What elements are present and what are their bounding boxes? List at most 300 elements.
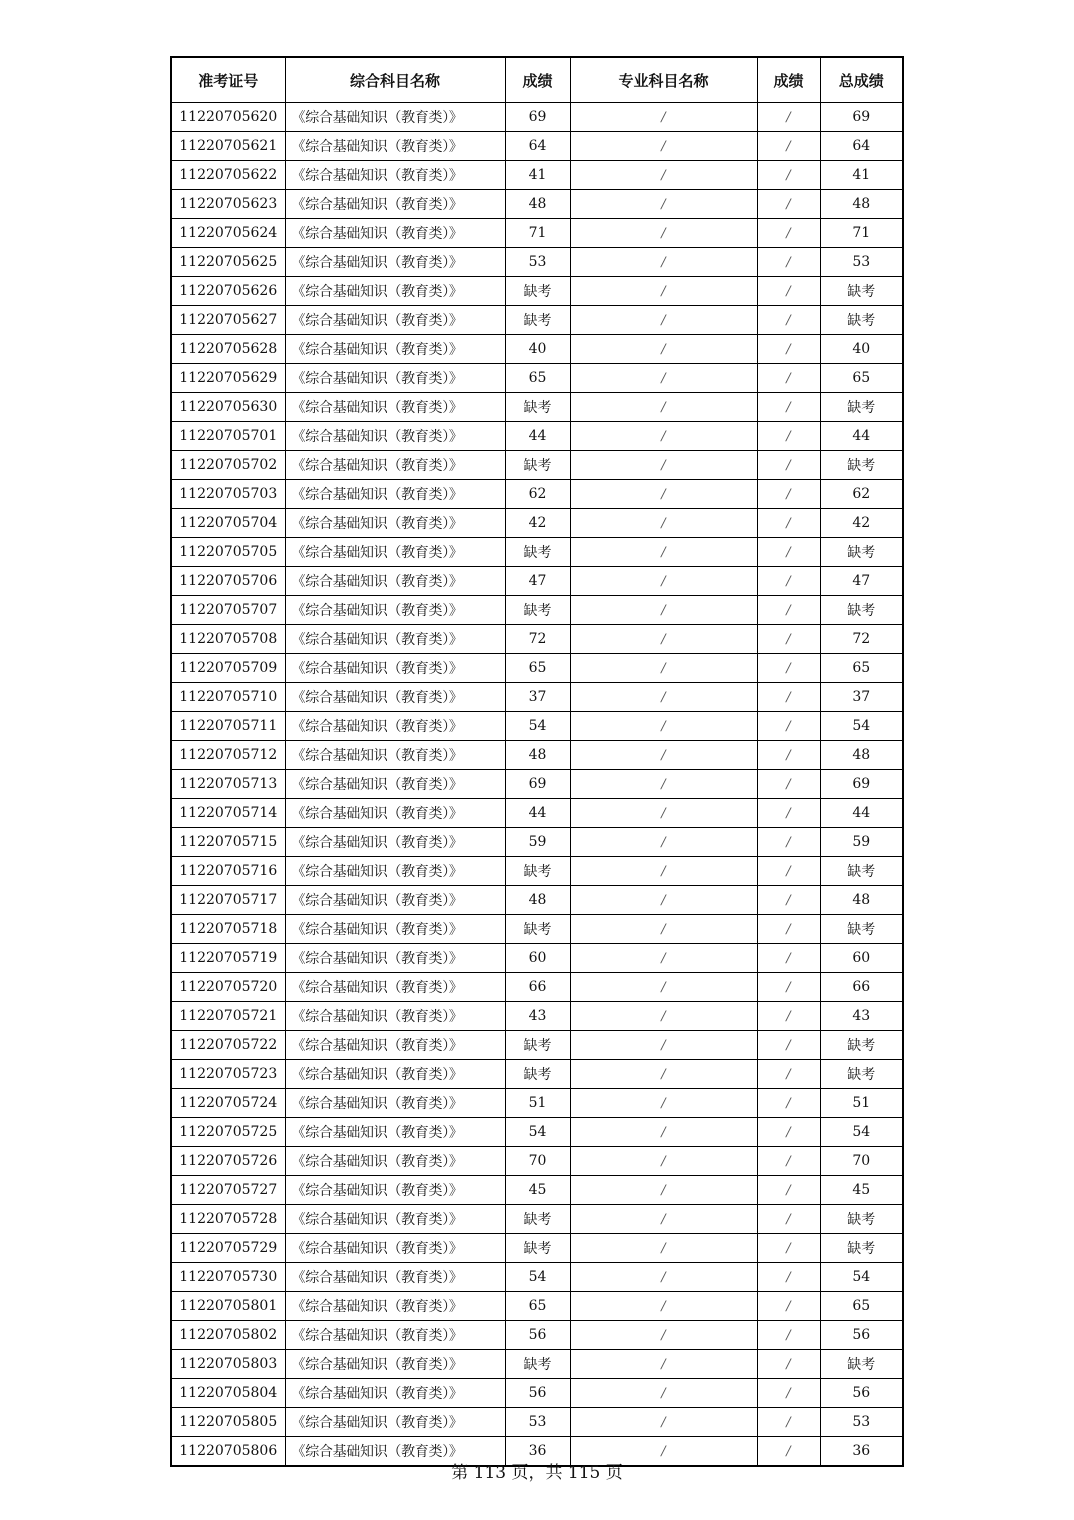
cell-major-subject: / bbox=[570, 1234, 757, 1263]
cell-major-subject: / bbox=[570, 103, 757, 132]
cell-subject: 《综合基础知识（教育类）》 bbox=[285, 1350, 505, 1379]
cell-total: 缺考 bbox=[820, 1060, 903, 1089]
cell-score: 37 bbox=[505, 683, 570, 712]
cell-exam-id: 11220705802 bbox=[171, 1321, 285, 1350]
cell-subject: 《综合基础知识（教育类）》 bbox=[285, 1060, 505, 1089]
cell-subject: 《综合基础知识（教育类）》 bbox=[285, 1379, 505, 1408]
cell-major-score: / bbox=[757, 480, 820, 509]
header-major-subject: 专业科目名称 bbox=[570, 57, 757, 103]
cell-major-score: / bbox=[757, 103, 820, 132]
table-row bbox=[171, 1321, 903, 1350]
cell-major-subject: / bbox=[570, 596, 757, 625]
cell-score: 54 bbox=[505, 1118, 570, 1147]
cell-total: 缺考 bbox=[820, 451, 903, 480]
cell-exam-id: 11220705805 bbox=[171, 1408, 285, 1437]
cell-score: 51 bbox=[505, 1089, 570, 1118]
cell-score: 64 bbox=[505, 132, 570, 161]
cell-major-subject: / bbox=[570, 1060, 757, 1089]
cell-major-score: / bbox=[757, 944, 820, 973]
cell-exam-id: 11220705728 bbox=[171, 1205, 285, 1234]
cell-exam-id: 11220705722 bbox=[171, 1031, 285, 1060]
cell-major-subject: / bbox=[570, 132, 757, 161]
cell-major-score: / bbox=[757, 857, 820, 886]
cell-major-subject: / bbox=[570, 915, 757, 944]
cell-score: 缺考 bbox=[505, 1350, 570, 1379]
cell-major-score: / bbox=[757, 335, 820, 364]
cell-subject: 《综合基础知识（教育类）》 bbox=[285, 886, 505, 915]
cell-score: 缺考 bbox=[505, 857, 570, 886]
cell-major-score: / bbox=[757, 1263, 820, 1292]
cell-total: 62 bbox=[820, 480, 903, 509]
cell-major-subject: / bbox=[570, 944, 757, 973]
cell-score: 54 bbox=[505, 1263, 570, 1292]
table-header bbox=[171, 57, 903, 103]
cell-total: 60 bbox=[820, 944, 903, 973]
cell-major-score: / bbox=[757, 886, 820, 915]
cell-total: 66 bbox=[820, 973, 903, 1002]
cell-score: 56 bbox=[505, 1379, 570, 1408]
cell-exam-id: 11220705725 bbox=[171, 1118, 285, 1147]
cell-total: 缺考 bbox=[820, 1205, 903, 1234]
table-row bbox=[171, 944, 903, 973]
cell-exam-id: 11220705804 bbox=[171, 1379, 285, 1408]
cell-subject: 《综合基础知识（教育类）》 bbox=[285, 1002, 505, 1031]
cell-subject: 《综合基础知识（教育类）》 bbox=[285, 1234, 505, 1263]
cell-major-subject: / bbox=[570, 1350, 757, 1379]
cell-score: 44 bbox=[505, 422, 570, 451]
cell-score: 缺考 bbox=[505, 277, 570, 306]
cell-exam-id: 11220705701 bbox=[171, 422, 285, 451]
cell-exam-id: 11220705621 bbox=[171, 132, 285, 161]
cell-total: 缺考 bbox=[820, 857, 903, 886]
cell-exam-id: 11220705718 bbox=[171, 915, 285, 944]
cell-subject: 《综合基础知识（教育类）》 bbox=[285, 712, 505, 741]
cell-exam-id: 11220705801 bbox=[171, 1292, 285, 1321]
table-row bbox=[171, 335, 903, 364]
cell-subject: 《综合基础知识（教育类）》 bbox=[285, 973, 505, 1002]
cell-major-subject: / bbox=[570, 364, 757, 393]
cell-major-score: / bbox=[757, 1060, 820, 1089]
cell-score: 缺考 bbox=[505, 915, 570, 944]
cell-major-subject: / bbox=[570, 248, 757, 277]
cell-major-score: / bbox=[757, 799, 820, 828]
cell-score: 59 bbox=[505, 828, 570, 857]
cell-total: 64 bbox=[820, 132, 903, 161]
cell-exam-id: 11220705705 bbox=[171, 538, 285, 567]
table-row bbox=[171, 1350, 903, 1379]
cell-total: 缺考 bbox=[820, 393, 903, 422]
cell-subject: 《综合基础知识（教育类）》 bbox=[285, 248, 505, 277]
cell-total: 70 bbox=[820, 1147, 903, 1176]
cell-major-score: / bbox=[757, 1350, 820, 1379]
cell-score: 48 bbox=[505, 741, 570, 770]
cell-exam-id: 11220705629 bbox=[171, 364, 285, 393]
cell-score: 48 bbox=[505, 886, 570, 915]
cell-major-subject: / bbox=[570, 683, 757, 712]
cell-subject: 《综合基础知识（教育类）》 bbox=[285, 538, 505, 567]
cell-major-score: / bbox=[757, 596, 820, 625]
cell-major-score: / bbox=[757, 1089, 820, 1118]
cell-exam-id: 11220705806 bbox=[171, 1437, 285, 1467]
header-total: 总成绩 bbox=[820, 57, 903, 103]
cell-major-subject: / bbox=[570, 219, 757, 248]
cell-subject: 《综合基础知识（教育类）》 bbox=[285, 741, 505, 770]
cell-total: 72 bbox=[820, 625, 903, 654]
cell-score: 41 bbox=[505, 161, 570, 190]
cell-score: 54 bbox=[505, 712, 570, 741]
table-row bbox=[171, 567, 903, 596]
cell-major-score: / bbox=[757, 538, 820, 567]
cell-score: 53 bbox=[505, 248, 570, 277]
table-row bbox=[171, 306, 903, 335]
cell-score: 缺考 bbox=[505, 538, 570, 567]
cell-subject: 《综合基础知识（教育类）》 bbox=[285, 1176, 505, 1205]
cell-major-subject: / bbox=[570, 1147, 757, 1176]
header-score: 成绩 bbox=[505, 57, 570, 103]
cell-subject: 《综合基础知识（教育类）》 bbox=[285, 1292, 505, 1321]
cell-exam-id: 11220705707 bbox=[171, 596, 285, 625]
cell-exam-id: 11220705729 bbox=[171, 1234, 285, 1263]
cell-major-subject: / bbox=[570, 277, 757, 306]
table-row bbox=[171, 828, 903, 857]
cell-subject: 《综合基础知识（教育类）》 bbox=[285, 596, 505, 625]
cell-major-score: / bbox=[757, 248, 820, 277]
cell-total: 65 bbox=[820, 364, 903, 393]
cell-major-score: / bbox=[757, 1321, 820, 1350]
cell-total: 36 bbox=[820, 1437, 903, 1467]
cell-exam-id: 11220705723 bbox=[171, 1060, 285, 1089]
cell-major-subject: / bbox=[570, 886, 757, 915]
cell-major-subject: / bbox=[570, 857, 757, 886]
cell-exam-id: 11220705726 bbox=[171, 1147, 285, 1176]
table-row bbox=[171, 973, 903, 1002]
cell-major-subject: / bbox=[570, 306, 757, 335]
cell-total: 缺考 bbox=[820, 1350, 903, 1379]
cell-score: 69 bbox=[505, 770, 570, 799]
cell-subject: 《综合基础知识（教育类）》 bbox=[285, 1408, 505, 1437]
cell-total: 53 bbox=[820, 1408, 903, 1437]
cell-subject: 《综合基础知识（教育类）》 bbox=[285, 683, 505, 712]
cell-exam-id: 11220705702 bbox=[171, 451, 285, 480]
table-row bbox=[171, 1292, 903, 1321]
cell-exam-id: 11220705625 bbox=[171, 248, 285, 277]
cell-score: 缺考 bbox=[505, 1205, 570, 1234]
cell-exam-id: 11220705703 bbox=[171, 480, 285, 509]
cell-total: 44 bbox=[820, 799, 903, 828]
cell-major-score: / bbox=[757, 509, 820, 538]
cell-major-score: / bbox=[757, 1379, 820, 1408]
cell-exam-id: 11220705709 bbox=[171, 654, 285, 683]
cell-score: 72 bbox=[505, 625, 570, 654]
cell-total: 65 bbox=[820, 1292, 903, 1321]
cell-score: 44 bbox=[505, 799, 570, 828]
cell-major-subject: / bbox=[570, 393, 757, 422]
table-row bbox=[171, 915, 903, 944]
cell-subject: 《综合基础知识（教育类）》 bbox=[285, 132, 505, 161]
cell-total: 56 bbox=[820, 1379, 903, 1408]
header-row bbox=[171, 57, 903, 103]
cell-major-subject: / bbox=[570, 451, 757, 480]
cell-major-subject: / bbox=[570, 1292, 757, 1321]
cell-score: 42 bbox=[505, 509, 570, 538]
table-row bbox=[171, 1031, 903, 1060]
cell-major-score: / bbox=[757, 393, 820, 422]
cell-major-score: / bbox=[757, 770, 820, 799]
cell-subject: 《综合基础知识（教育类）》 bbox=[285, 625, 505, 654]
cell-subject: 《综合基础知识（教育类）》 bbox=[285, 422, 505, 451]
cell-score: 缺考 bbox=[505, 1060, 570, 1089]
cell-total: 41 bbox=[820, 161, 903, 190]
cell-major-score: / bbox=[757, 973, 820, 1002]
cell-subject: 《综合基础知识（教育类）》 bbox=[285, 480, 505, 509]
cell-exam-id: 11220705724 bbox=[171, 1089, 285, 1118]
table-row bbox=[171, 1234, 903, 1263]
cell-major-score: / bbox=[757, 1292, 820, 1321]
cell-total: 65 bbox=[820, 654, 903, 683]
cell-total: 缺考 bbox=[820, 306, 903, 335]
header-major-score: 成绩 bbox=[757, 57, 820, 103]
cell-major-subject: / bbox=[570, 1263, 757, 1292]
cell-major-score: / bbox=[757, 1118, 820, 1147]
cell-subject: 《综合基础知识（教育类）》 bbox=[285, 364, 505, 393]
cell-total: 缺考 bbox=[820, 915, 903, 944]
cell-major-score: / bbox=[757, 161, 820, 190]
cell-score: 缺考 bbox=[505, 596, 570, 625]
cell-exam-id: 11220705627 bbox=[171, 306, 285, 335]
cell-subject: 《综合基础知识（教育类）》 bbox=[285, 161, 505, 190]
table-row bbox=[171, 219, 903, 248]
table-row bbox=[171, 451, 903, 480]
cell-subject: 《综合基础知识（教育类）》 bbox=[285, 828, 505, 857]
cell-exam-id: 11220705706 bbox=[171, 567, 285, 596]
cell-major-subject: / bbox=[570, 1321, 757, 1350]
table-row bbox=[171, 596, 903, 625]
cell-exam-id: 11220705721 bbox=[171, 1002, 285, 1031]
cell-score: 36 bbox=[505, 1437, 570, 1467]
cell-total: 71 bbox=[820, 219, 903, 248]
table-body bbox=[171, 103, 903, 1467]
table-row bbox=[171, 364, 903, 393]
table-row bbox=[171, 654, 903, 683]
cell-subject: 《综合基础知识（教育类）》 bbox=[285, 1321, 505, 1350]
cell-total: 54 bbox=[820, 1263, 903, 1292]
cell-subject: 《综合基础知识（教育类）》 bbox=[285, 103, 505, 132]
cell-total: 缺考 bbox=[820, 596, 903, 625]
table-row bbox=[171, 886, 903, 915]
cell-major-score: / bbox=[757, 567, 820, 596]
cell-major-subject: / bbox=[570, 1002, 757, 1031]
cell-major-subject: / bbox=[570, 538, 757, 567]
cell-subject: 《综合基础知识（教育类）》 bbox=[285, 1031, 505, 1060]
cell-score: 缺考 bbox=[505, 1031, 570, 1060]
cell-major-subject: / bbox=[570, 1408, 757, 1437]
cell-major-subject: / bbox=[570, 509, 757, 538]
cell-total: 69 bbox=[820, 103, 903, 132]
cell-exam-id: 11220705708 bbox=[171, 625, 285, 654]
cell-subject: 《综合基础知识（教育类）》 bbox=[285, 190, 505, 219]
cell-major-score: / bbox=[757, 422, 820, 451]
cell-major-score: / bbox=[757, 654, 820, 683]
cell-score: 71 bbox=[505, 219, 570, 248]
cell-score: 缺考 bbox=[505, 1234, 570, 1263]
cell-subject: 《综合基础知识（教育类）》 bbox=[285, 654, 505, 683]
table-row bbox=[171, 538, 903, 567]
cell-exam-id: 11220705719 bbox=[171, 944, 285, 973]
cell-major-subject: / bbox=[570, 741, 757, 770]
table-row bbox=[171, 161, 903, 190]
cell-major-subject: / bbox=[570, 625, 757, 654]
cell-exam-id: 11220705727 bbox=[171, 1176, 285, 1205]
cell-subject: 《综合基础知识（教育类）》 bbox=[285, 1089, 505, 1118]
table-row bbox=[171, 190, 903, 219]
cell-major-score: / bbox=[757, 277, 820, 306]
cell-score: 62 bbox=[505, 480, 570, 509]
cell-major-score: / bbox=[757, 828, 820, 857]
cell-exam-id: 11220705714 bbox=[171, 799, 285, 828]
cell-total: 缺考 bbox=[820, 538, 903, 567]
cell-exam-id: 11220705711 bbox=[171, 712, 285, 741]
cell-total: 45 bbox=[820, 1176, 903, 1205]
cell-subject: 《综合基础知识（教育类）》 bbox=[285, 1147, 505, 1176]
cell-major-score: / bbox=[757, 219, 820, 248]
cell-major-subject: / bbox=[570, 422, 757, 451]
cell-major-score: / bbox=[757, 1031, 820, 1060]
cell-total: 缺考 bbox=[820, 1234, 903, 1263]
cell-total: 56 bbox=[820, 1321, 903, 1350]
table-row bbox=[171, 625, 903, 654]
cell-subject: 《综合基础知识（教育类）》 bbox=[285, 277, 505, 306]
cell-score: 69 bbox=[505, 103, 570, 132]
cell-major-subject: / bbox=[570, 567, 757, 596]
cell-major-score: / bbox=[757, 625, 820, 654]
table-row bbox=[171, 770, 903, 799]
cell-total: 59 bbox=[820, 828, 903, 857]
cell-exam-id: 11220705715 bbox=[171, 828, 285, 857]
table-row bbox=[171, 857, 903, 886]
cell-total: 53 bbox=[820, 248, 903, 277]
cell-major-score: / bbox=[757, 364, 820, 393]
cell-exam-id: 11220705628 bbox=[171, 335, 285, 364]
cell-subject: 《综合基础知识（教育类）》 bbox=[285, 335, 505, 364]
cell-exam-id: 11220705803 bbox=[171, 1350, 285, 1379]
table-row bbox=[171, 1002, 903, 1031]
cell-score: 70 bbox=[505, 1147, 570, 1176]
cell-major-subject: / bbox=[570, 190, 757, 219]
cell-major-subject: / bbox=[570, 770, 757, 799]
table-row bbox=[171, 422, 903, 451]
cell-score: 56 bbox=[505, 1321, 570, 1350]
cell-subject: 《综合基础知识（教育类）》 bbox=[285, 770, 505, 799]
cell-total: 37 bbox=[820, 683, 903, 712]
table-row bbox=[171, 103, 903, 132]
cell-exam-id: 11220705624 bbox=[171, 219, 285, 248]
table-row bbox=[171, 132, 903, 161]
cell-exam-id: 11220705712 bbox=[171, 741, 285, 770]
cell-exam-id: 11220705626 bbox=[171, 277, 285, 306]
cell-major-subject: / bbox=[570, 1176, 757, 1205]
cell-subject: 《综合基础知识（教育类）》 bbox=[285, 393, 505, 422]
cell-exam-id: 11220705713 bbox=[171, 770, 285, 799]
cell-major-subject: / bbox=[570, 1437, 757, 1467]
cell-total: 42 bbox=[820, 509, 903, 538]
table-row bbox=[171, 277, 903, 306]
cell-subject: 《综合基础知识（教育类）》 bbox=[285, 1263, 505, 1292]
cell-major-subject: / bbox=[570, 654, 757, 683]
cell-subject: 《综合基础知识（教育类）》 bbox=[285, 915, 505, 944]
cell-major-score: / bbox=[757, 1408, 820, 1437]
cell-total: 44 bbox=[820, 422, 903, 451]
header-subject: 综合科目名称 bbox=[285, 57, 505, 103]
cell-score: 60 bbox=[505, 944, 570, 973]
cell-exam-id: 11220705622 bbox=[171, 161, 285, 190]
cell-major-score: / bbox=[757, 712, 820, 741]
table-row bbox=[171, 683, 903, 712]
table-row bbox=[171, 480, 903, 509]
cell-total: 47 bbox=[820, 567, 903, 596]
cell-exam-id: 11220705630 bbox=[171, 393, 285, 422]
cell-exam-id: 11220705704 bbox=[171, 509, 285, 538]
cell-subject: 《综合基础知识（教育类）》 bbox=[285, 1437, 505, 1467]
cell-subject: 《综合基础知识（教育类）》 bbox=[285, 944, 505, 973]
cell-total: 51 bbox=[820, 1089, 903, 1118]
cell-score: 缺考 bbox=[505, 451, 570, 480]
cell-major-score: / bbox=[757, 915, 820, 944]
cell-major-subject: / bbox=[570, 480, 757, 509]
cell-exam-id: 11220705720 bbox=[171, 973, 285, 1002]
cell-major-subject: / bbox=[570, 828, 757, 857]
table-row bbox=[171, 1147, 903, 1176]
page-number: 第 113 页，共 115 页 bbox=[451, 1463, 623, 1483]
table-row bbox=[171, 1060, 903, 1089]
cell-major-subject: / bbox=[570, 973, 757, 1002]
cell-major-subject: / bbox=[570, 1089, 757, 1118]
table-row bbox=[171, 509, 903, 538]
table-row bbox=[171, 1118, 903, 1147]
cell-major-subject: / bbox=[570, 1205, 757, 1234]
cell-major-score: / bbox=[757, 190, 820, 219]
cell-score: 53 bbox=[505, 1408, 570, 1437]
cell-total: 43 bbox=[820, 1002, 903, 1031]
cell-major-subject: / bbox=[570, 1118, 757, 1147]
cell-total: 缺考 bbox=[820, 1031, 903, 1060]
cell-subject: 《综合基础知识（教育类）》 bbox=[285, 1205, 505, 1234]
cell-subject: 《综合基础知识（教育类）》 bbox=[285, 451, 505, 480]
cell-score: 45 bbox=[505, 1176, 570, 1205]
cell-major-score: / bbox=[757, 1234, 820, 1263]
cell-major-subject: / bbox=[570, 1379, 757, 1408]
cell-total: 48 bbox=[820, 190, 903, 219]
score-table bbox=[170, 56, 904, 1467]
table-row bbox=[171, 1205, 903, 1234]
table-row bbox=[171, 393, 903, 422]
cell-total: 69 bbox=[820, 770, 903, 799]
cell-score: 65 bbox=[505, 364, 570, 393]
table-row bbox=[171, 1379, 903, 1408]
table-row bbox=[171, 1089, 903, 1118]
cell-total: 40 bbox=[820, 335, 903, 364]
cell-exam-id: 11220705710 bbox=[171, 683, 285, 712]
cell-major-subject: / bbox=[570, 712, 757, 741]
cell-subject: 《综合基础知识（教育类）》 bbox=[285, 306, 505, 335]
cell-total: 48 bbox=[820, 886, 903, 915]
cell-major-score: / bbox=[757, 451, 820, 480]
cell-subject: 《综合基础知识（教育类）》 bbox=[285, 857, 505, 886]
cell-major-score: / bbox=[757, 1147, 820, 1176]
cell-score: 66 bbox=[505, 973, 570, 1002]
table-row bbox=[171, 1263, 903, 1292]
cell-major-score: / bbox=[757, 1205, 820, 1234]
table-row bbox=[171, 741, 903, 770]
